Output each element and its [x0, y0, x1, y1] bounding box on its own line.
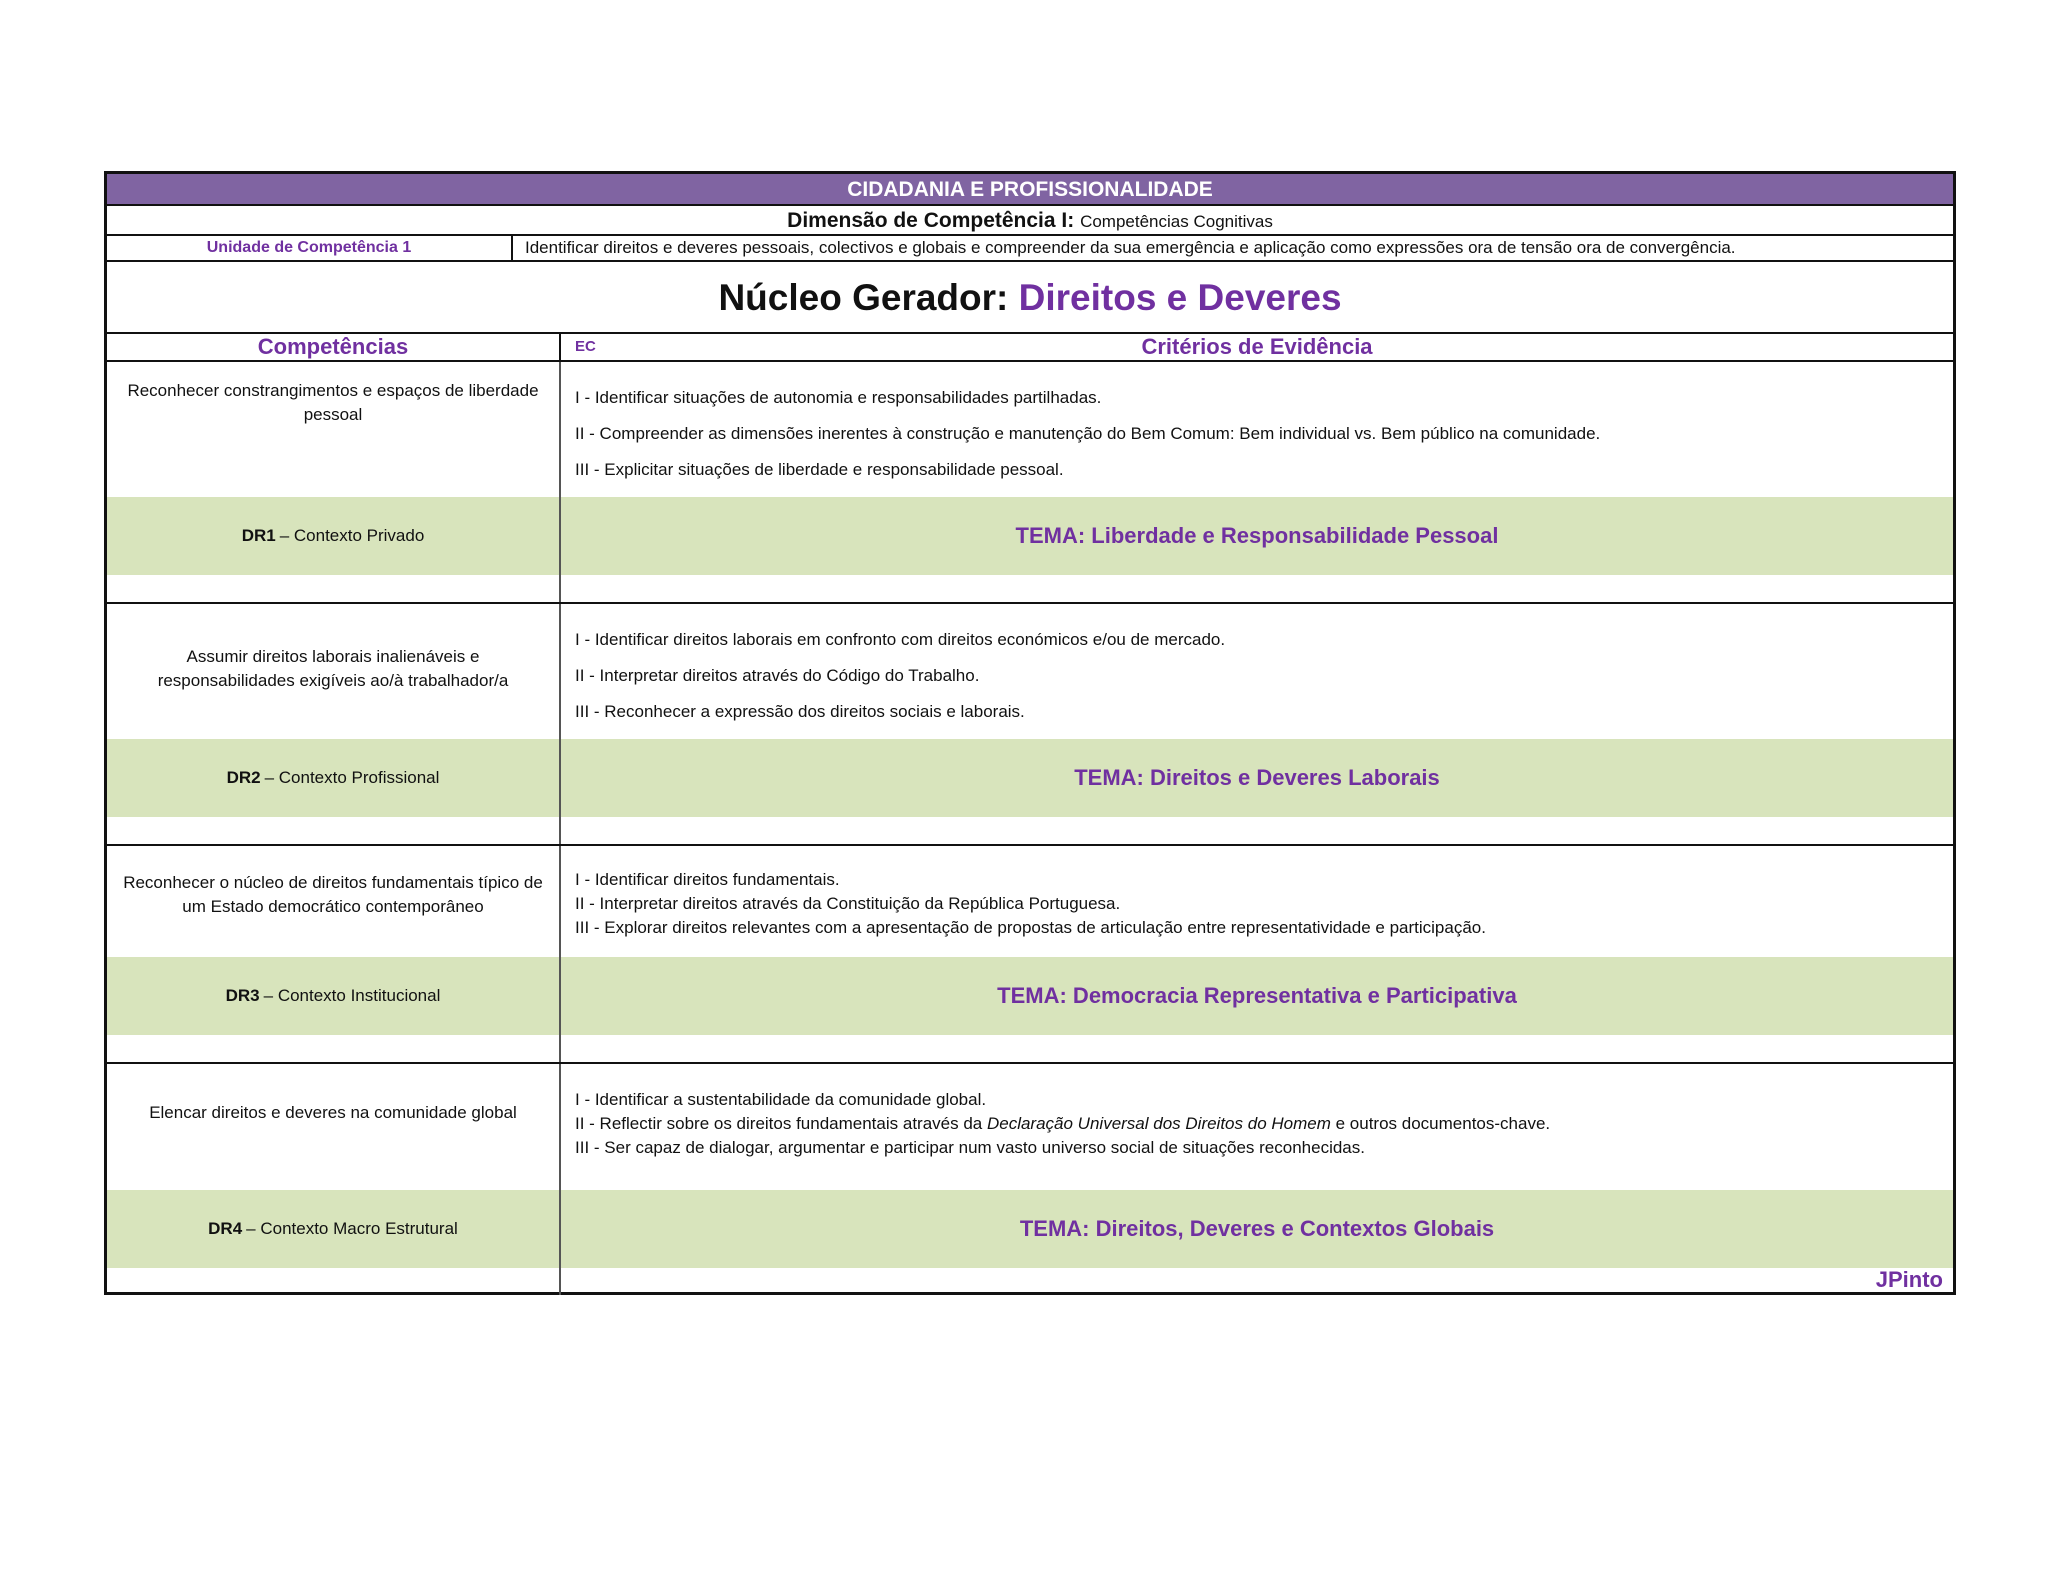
dr-band: [107, 1190, 1953, 1268]
dr-band: [107, 497, 1953, 575]
competencia-cell: Reconhecer o núcleo de direitos fundamentais típico de um Estado democrático contemporâneo: [123, 873, 543, 916]
dr-code: DR3: [225, 986, 260, 1005]
criterio-item: III - Explorar direitos relevantes com a apresentação de propostas de articulação entre representatividade e participação.: [575, 918, 1486, 937]
unit-row: [107, 236, 1953, 262]
dr-code: DR2: [226, 768, 261, 787]
dr-code: DR4: [208, 1219, 243, 1238]
dimension-value: Competências Cognitivas: [1080, 212, 1273, 231]
criterio-item: II - Reflectir sobre os direitos fundamentais através da Declaração Universal dos Direitos do Homem e outros documentos-chave.: [575, 1114, 1551, 1133]
nucleo-label: Núcleo Gerador:: [718, 277, 1009, 318]
criterios-cell: [575, 630, 1933, 722]
block-dr3: [107, 846, 1953, 1062]
dr-label: [107, 1190, 559, 1268]
criterio-item: I - Identificar situações de autonomia e responsabilidades partilhadas.: [575, 388, 1102, 407]
dr-band: [107, 739, 1953, 817]
document-table: [104, 171, 1956, 1295]
competencia-cell: Assumir direitos laborais inalienáveis e responsabilidades exigíveis ao/à trabalhador/a: [157, 647, 509, 690]
dr-context: – Contexto Macro Estrutural: [246, 1219, 458, 1238]
criterio-item: I - Identificar direitos fundamentais.: [575, 870, 840, 889]
criterio-item: I - Identificar direitos laborais em confronto com direitos económicos e/ou de mercado.: [575, 630, 1226, 649]
dr-code: DR1: [241, 526, 276, 545]
tema-label: TEMA: Liberdade e Responsabilidade Pessoal: [1015, 523, 1499, 548]
criterio-item: III - Explicitar situações de liberdade e responsabilidade pessoal.: [575, 460, 1064, 479]
header-criterios: Critérios de Evidência: [1141, 334, 1373, 359]
column-headers: [107, 334, 1953, 362]
unit-label: Unidade de Competência 1: [107, 236, 513, 260]
dimension-label: Dimensão de Competência I:: [787, 209, 1075, 232]
dr-label: [107, 957, 559, 1035]
criterios-cell: [575, 388, 1933, 480]
dr-context: – Contexto Institucional: [263, 986, 441, 1005]
unit-text: Identificar direitos e deveres pessoais, colectivos e globais e compreender da sua emergência e aplicação como expressões ora de tensão ora de convergência.: [525, 238, 1736, 257]
dr-band: [107, 957, 1953, 1035]
competencia-cell: Elencar direitos e deveres na comunidade global: [149, 1103, 517, 1122]
tema-label: TEMA: Democracia Representativa e Participativa: [997, 983, 1517, 1008]
tema-label: TEMA: Direitos, Deveres e Contextos Globais: [1019, 1216, 1495, 1241]
author-signature: JPinto: [1875, 1267, 1943, 1292]
competencia-cell: Reconhecer constrangimentos e espaços de liberdade pessoal: [127, 381, 539, 424]
dr-context: – Contexto Profissional: [264, 768, 440, 787]
criterio-item: II - Interpretar direitos através da Constituição da República Portuguesa.: [575, 894, 1121, 913]
document-title: CIDADANIA E PROFISSIONALIDADE: [107, 174, 1953, 206]
criterio-item: II - Compreender as dimensões inerentes à construção e manutenção do Bem Comum: Bem individual vs. Bem público na comunidade.: [575, 424, 1601, 443]
dr-context: – Contexto Privado: [279, 526, 425, 545]
nucleo-value: Direitos e Deveres: [1018, 277, 1342, 318]
criterio-item: I - Identificar a sustentabilidade da comunidade global.: [575, 1090, 987, 1109]
criterio-item: II - Interpretar direitos através do Código do Trabalho.: [575, 666, 980, 685]
dimension-row: [107, 206, 1953, 236]
tema-label: TEMA: Direitos e Deveres Laborais: [1074, 765, 1440, 790]
criterio-item: III - Ser capaz de dialogar, argumentar e participar num vasto universo social de situações reconhecidas.: [575, 1138, 1365, 1157]
block-dr2: [107, 604, 1953, 844]
criterios-cell: [575, 1090, 1933, 1158]
criterios-cell: [575, 870, 1933, 938]
dr-label: [107, 739, 559, 817]
criterio-item: III - Reconhecer a expressão dos direitos sociais e laborais.: [575, 702, 1025, 721]
block-dr1: [107, 362, 1953, 602]
block-dr4: [107, 1064, 1953, 1295]
dr-label: [107, 497, 559, 575]
nucleo-gerador-heading: [107, 262, 1953, 334]
header-competencias: Competências: [107, 334, 561, 360]
header-ec: EC: [575, 338, 596, 355]
